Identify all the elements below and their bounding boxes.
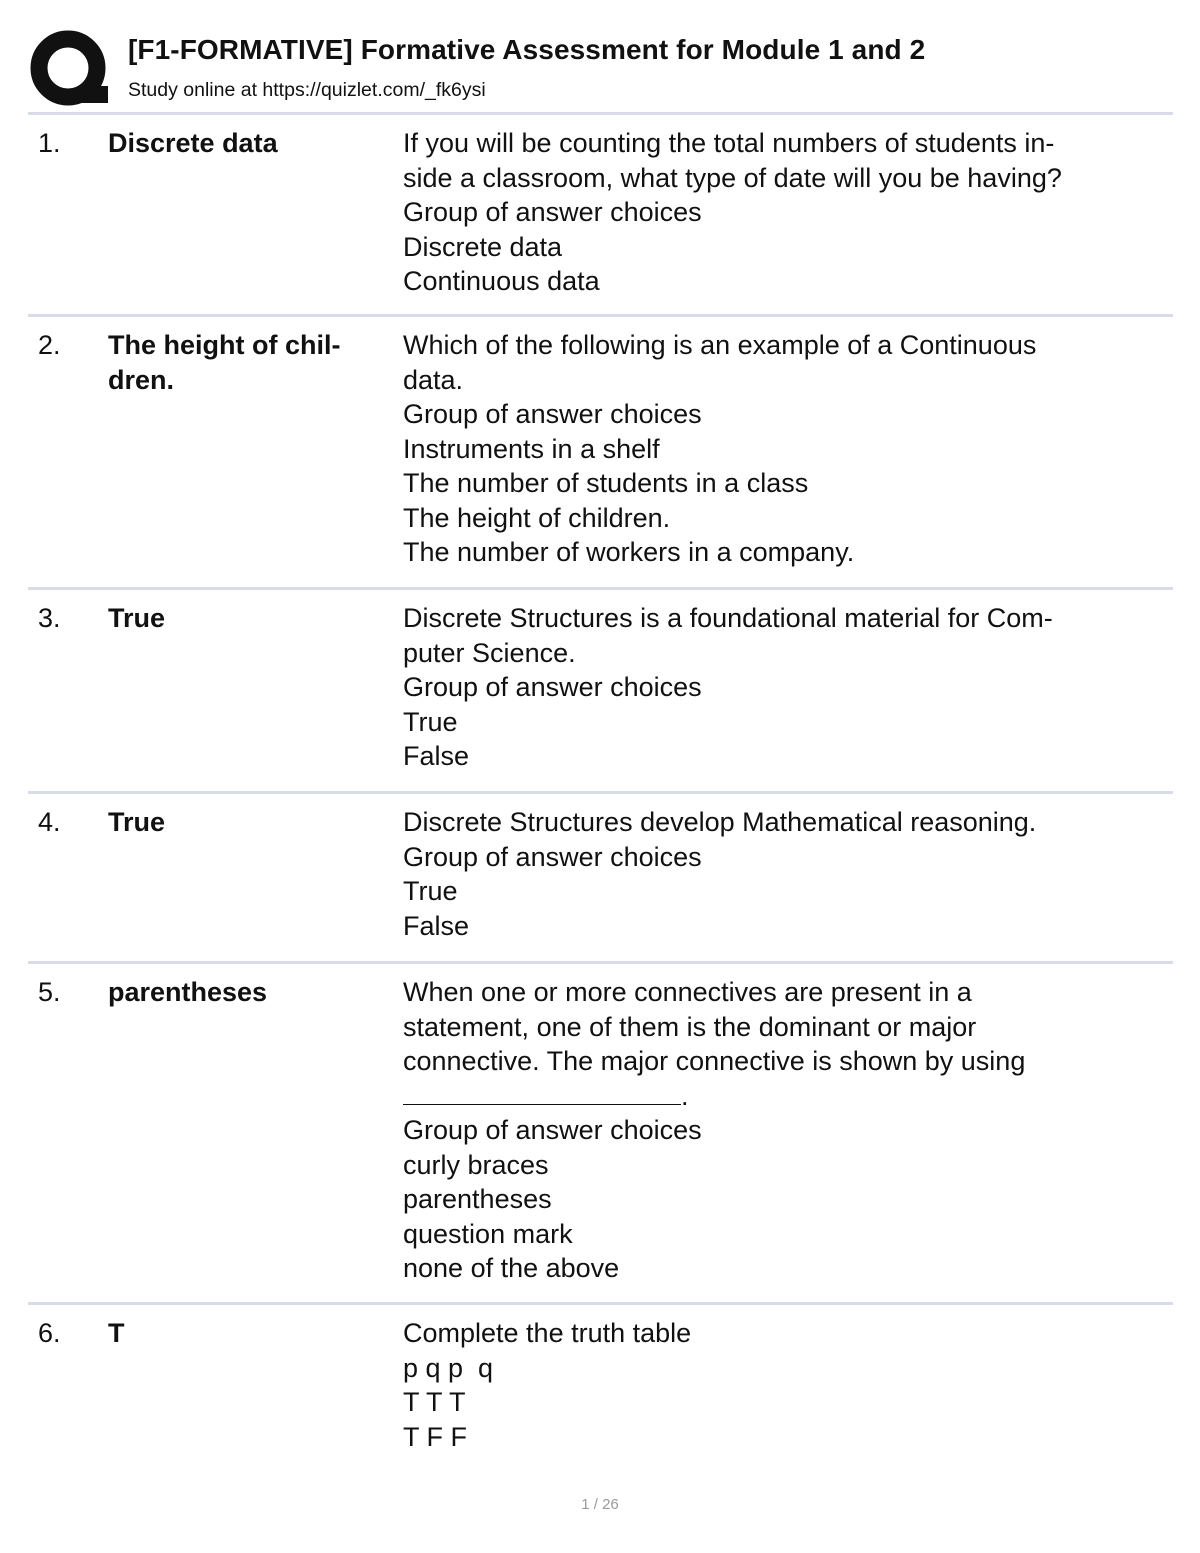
definition-line: p q p q bbox=[403, 1352, 494, 1383]
definition-line: Group of answer choices bbox=[403, 1115, 702, 1145]
fill-in-blank-line bbox=[403, 1079, 1163, 1114]
term-text: The height of chil- bbox=[108, 330, 341, 360]
document-header bbox=[28, 26, 1173, 112]
divider bbox=[28, 587, 1173, 590]
divider bbox=[28, 1302, 1173, 1305]
definition-line: The height of children. bbox=[403, 502, 671, 533]
definition-line: False bbox=[403, 910, 470, 941]
definition-line: Discrete data bbox=[403, 231, 563, 262]
term-text: T bbox=[108, 1318, 125, 1348]
definition-line: none of the above bbox=[403, 1253, 620, 1283]
card-term bbox=[108, 126, 388, 161]
card-definition bbox=[403, 805, 1163, 943]
definition-line: Continuous data bbox=[403, 266, 600, 296]
definition-line: question mark bbox=[403, 1218, 573, 1249]
divider bbox=[28, 961, 1173, 964]
definition-line: Instruments in a shelf bbox=[403, 433, 660, 464]
card-definition bbox=[403, 126, 1163, 299]
quizlet-logo-icon bbox=[30, 30, 110, 106]
definition-line: The number of students in a class bbox=[403, 468, 809, 498]
definition-line: Group of answer choices bbox=[403, 197, 702, 227]
document-title: [F1-FORMATIVE] Formative Assessment for Module 1 and 2 bbox=[128, 34, 926, 65]
definition-line: True bbox=[403, 876, 458, 906]
definition-line: statement, one of them is the dominant or major bbox=[403, 1011, 977, 1042]
card-number: 1. bbox=[38, 128, 61, 158]
definition-line: curly braces bbox=[403, 1149, 549, 1180]
definition-line: Group of answer choices bbox=[403, 841, 702, 872]
definition-line: data. bbox=[403, 364, 464, 395]
definition-line: When one or more connectives are present in a bbox=[403, 977, 972, 1007]
card-term bbox=[108, 601, 388, 636]
page-indicator: 1 / 26 bbox=[581, 1496, 619, 1513]
study-link-text: Study online at https://quizlet.com/_fk6ysi bbox=[128, 79, 486, 101]
card-number: 6. bbox=[38, 1318, 61, 1348]
term-text: True bbox=[108, 603, 166, 633]
answer-blank bbox=[403, 1082, 681, 1105]
card-term bbox=[108, 328, 388, 397]
card-definition bbox=[403, 975, 1163, 1286]
blank-suffix: . bbox=[681, 1080, 689, 1111]
card-term bbox=[108, 805, 388, 840]
divider bbox=[28, 112, 1173, 115]
term-text: dren. bbox=[108, 364, 175, 395]
definition-line: T F F bbox=[403, 1421, 467, 1452]
definition-line: Discrete Structures is a foundational material for Com- bbox=[403, 603, 1053, 633]
definition-line: Which of the following is an example of a Continuous bbox=[403, 330, 1037, 360]
card-number: 4. bbox=[38, 807, 61, 837]
definition-line: side a classroom, what type of date will you be having? bbox=[403, 162, 1062, 193]
term-text: True bbox=[108, 807, 166, 837]
divider bbox=[28, 314, 1173, 317]
card-term bbox=[108, 1316, 388, 1351]
term-text: parentheses bbox=[108, 977, 268, 1007]
definition-line: puter Science. bbox=[403, 637, 576, 668]
card-number: 3. bbox=[38, 603, 61, 633]
card-definition bbox=[403, 601, 1163, 774]
definition-line: If you will be counting the total numbers of students in- bbox=[403, 128, 1055, 158]
card-number: 2. bbox=[38, 330, 61, 360]
card-number: 5. bbox=[38, 977, 61, 1007]
definition-line: connective. The major connective is shown by using bbox=[403, 1046, 1026, 1076]
definition-line: False bbox=[403, 741, 470, 771]
card-definition bbox=[403, 1316, 1163, 1454]
definition-line: The number of workers in a company. bbox=[403, 537, 855, 567]
divider bbox=[28, 791, 1173, 794]
card-definition bbox=[403, 328, 1163, 570]
definition-line: Complete the truth table bbox=[403, 1318, 692, 1348]
definition-line: True bbox=[403, 706, 458, 737]
term-text: Discrete data bbox=[108, 128, 278, 158]
definition-line: Group of answer choices bbox=[403, 672, 702, 702]
definition-line: parentheses bbox=[403, 1184, 552, 1214]
card-term bbox=[108, 975, 388, 1010]
definition-line: T T T bbox=[403, 1387, 466, 1417]
definition-line: Discrete Structures develop Mathematical reasoning. bbox=[403, 807, 1037, 837]
definition-line: Group of answer choices bbox=[403, 399, 702, 429]
